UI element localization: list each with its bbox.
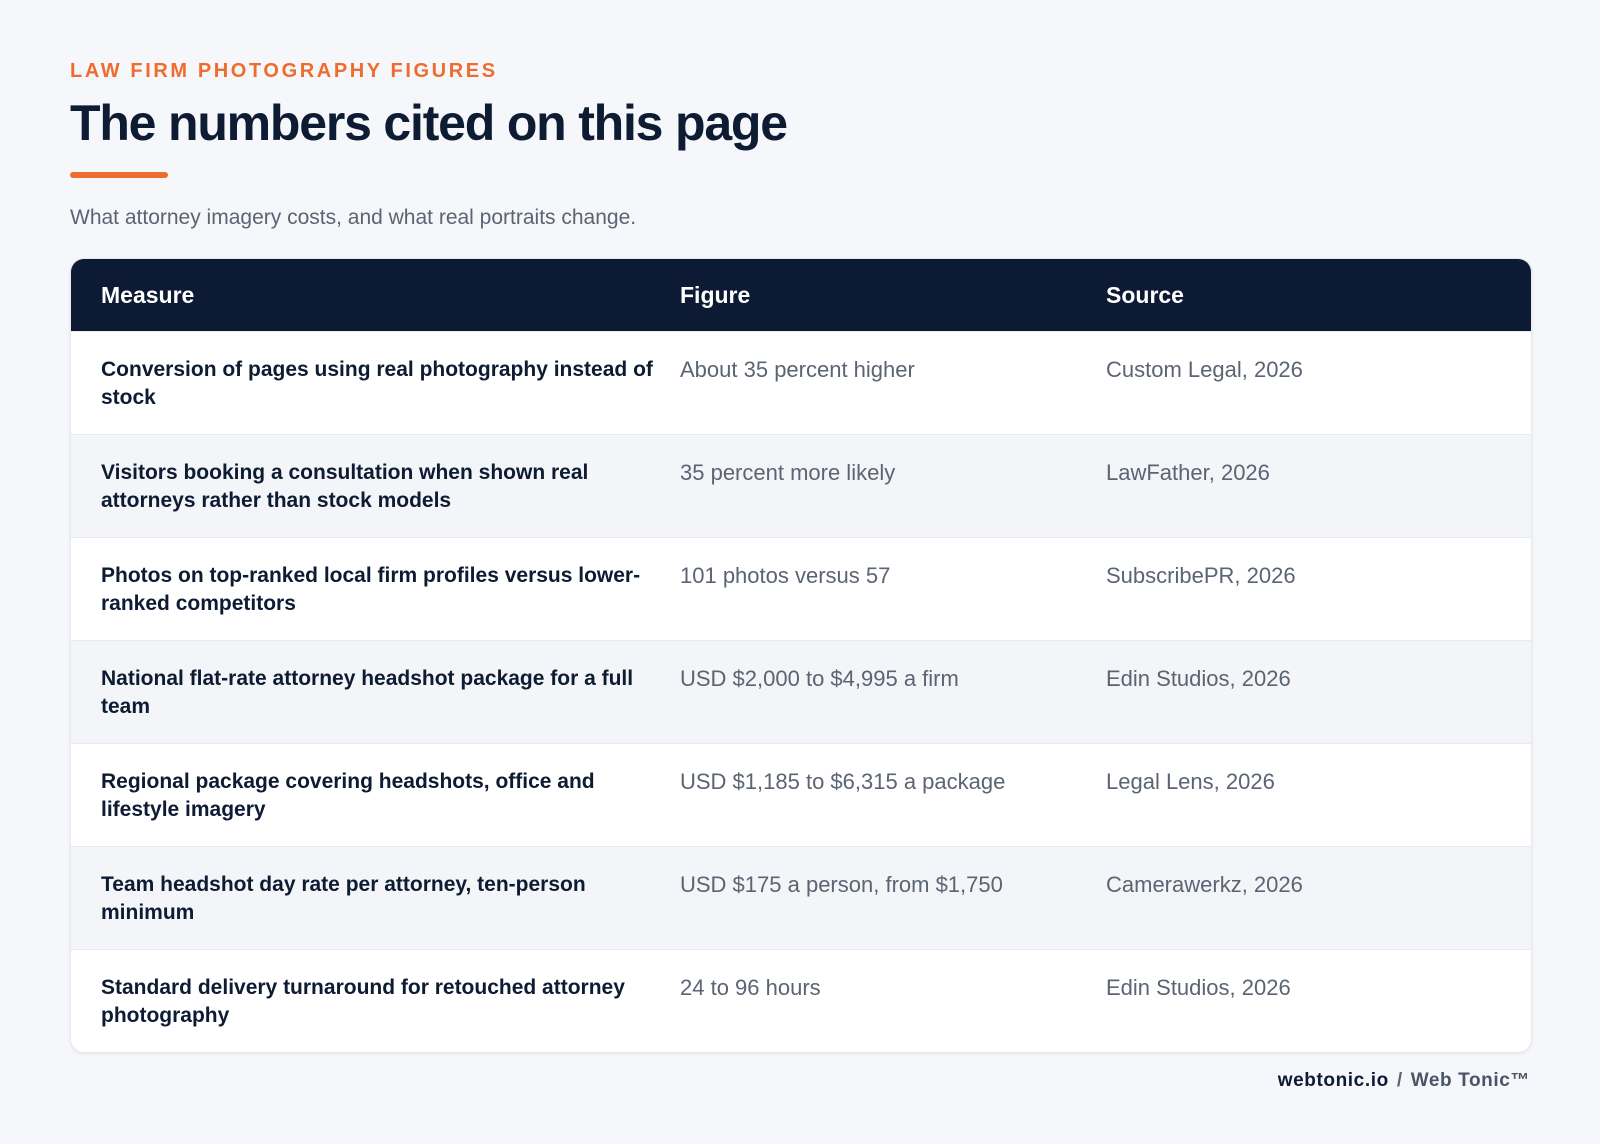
figures-table [70, 258, 1532, 1053]
footer-brand: Web Tonic™ [1410, 1070, 1530, 1091]
footer-site[interactable]: webtonic.io [1277, 1070, 1389, 1091]
cell-figure: 101 photos versus 57 [680, 563, 891, 588]
cell-source: SubscribePR, 2026 [1106, 563, 1296, 588]
table-header [71, 259, 1531, 331]
cell-measure: Conversion of pages using real photography instead of stock [101, 358, 653, 409]
eyebrow-label: LAW FIRM PHOTOGRAPHY FIGURES [70, 60, 498, 82]
cell-measure: Regional package covering headshots, office and lifestyle imagery [101, 770, 595, 821]
table-row [71, 434, 1531, 537]
column-header-measure: Measure [101, 281, 195, 308]
footer-credit [1278, 1070, 1530, 1092]
cell-figure: About 35 percent higher [680, 357, 915, 382]
cell-measure: Team headshot day rate per attorney, ten-person minimum [101, 873, 586, 924]
column-header-figure: Figure [680, 281, 751, 308]
cell-figure: 35 percent more likely [680, 460, 896, 485]
cell-source: Custom Legal, 2026 [1106, 357, 1303, 382]
table-row [71, 537, 1531, 640]
cell-figure: USD $175 a person, from $1,750 [680, 872, 1003, 897]
footer-separator: / [1396, 1070, 1403, 1091]
page-subtitle: What attorney imagery costs, and what real portraits change. [70, 206, 637, 229]
cell-measure: National flat-rate attorney headshot package for a full team [101, 667, 634, 718]
cell-source: Edin Studios, 2026 [1106, 975, 1291, 1000]
cell-figure: USD $2,000 to $4,995 a firm [680, 666, 959, 691]
cell-source: LawFather, 2026 [1106, 460, 1270, 485]
column-header-source: Source [1106, 281, 1184, 308]
table-row [71, 949, 1531, 1052]
cell-figure: 24 to 96 hours [680, 975, 821, 1000]
table-row [71, 743, 1531, 846]
table-row [71, 846, 1531, 949]
cell-measure: Photos on top-ranked local firm profiles versus lower-ranked competitors [101, 564, 641, 615]
cell-figure: USD $1,185 to $6,315 a package [680, 769, 1006, 794]
accent-divider [70, 172, 168, 178]
cell-measure: Visitors booking a consultation when shown real attorneys rather than stock models [101, 461, 589, 512]
table-row [71, 640, 1531, 743]
page-title: The numbers cited on this page [70, 95, 787, 151]
cell-source: Legal Lens, 2026 [1106, 769, 1275, 794]
cell-source: Camerawerkz, 2026 [1106, 872, 1303, 897]
table-row [71, 331, 1531, 434]
cell-measure: Standard delivery turnaround for retouched attorney photography [101, 976, 625, 1027]
cell-source: Edin Studios, 2026 [1106, 666, 1291, 691]
